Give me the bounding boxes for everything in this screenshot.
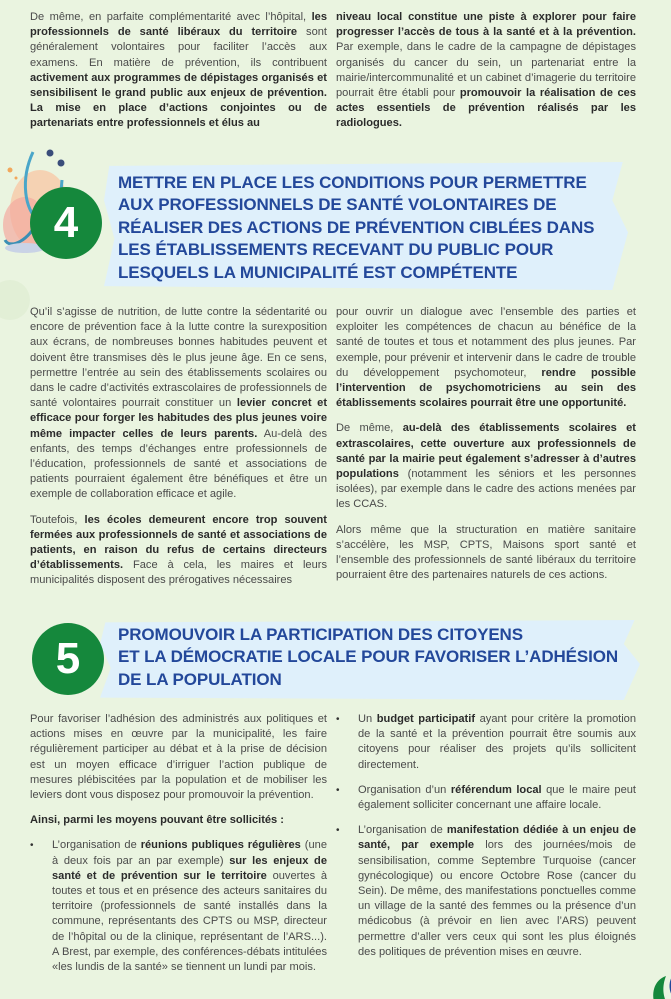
- title-line: DE LA POPULATION: [118, 669, 282, 689]
- list-lead-text: Ainsi, parmi les moyens pouvant être sollicités :: [30, 814, 285, 827]
- list-item: [336, 823, 636, 960]
- title-line: AUX PROFESSIONNELS DE SANTÉ VOLONTAIRES DE: [118, 195, 557, 215]
- emphasized-text: manifestation dédiée à un enjeu de santé, par exemple: [358, 824, 636, 852]
- emphasized-text: budget participatif: [376, 713, 476, 725]
- organization-logo-icon: [648, 972, 671, 999]
- list-item-text: [52, 839, 327, 973]
- intro-paragraph: Pour favoriser l’adhésion des administrés aux politiques et actions mises en œuvre par la municipalité, les faire régulièrement participer au débat et à la prise de décision est un moyen efficace d’irriguer l’action publique de mesures plébiscitées par la population et de mobiliser les leviers dont vous disposez pour promouvoir la prévention.: [30, 713, 327, 802]
- section-4-header: [0, 140, 671, 300]
- paragraph: [30, 513, 327, 589]
- list-lead: [30, 813, 327, 828]
- intro-column-right: [336, 10, 636, 142]
- section-4-column-left: [30, 305, 327, 599]
- paragraph: [30, 305, 327, 503]
- emphasized-text: rendre possible l’intervention de psychomotriciens au sein des établissements scolaires pourrait être une opportunité.: [336, 366, 636, 410]
- emphasized-text: promouvoir la réalisation de ces actes essentiels de prévention réalisés par les radiologues.: [336, 87, 636, 130]
- paragraph: [336, 421, 636, 512]
- emphasized-text: référendum local: [450, 783, 542, 796]
- title-line: LESQUELS LA MUNICIPALITÉ EST COMPÉTENTE: [118, 262, 518, 282]
- text-run: (une à deux fois par an par exemple): [52, 839, 327, 867]
- intro-column-left: [30, 10, 327, 142]
- section-5-column-left: [30, 712, 327, 985]
- text-run: Au-delà des enfants, des temps d’échanges entre professionnels de l’éducation, professionnels de santé et associations de patients pourraient également être bénéfiques et être un exemple de collaboration efficace et agile.: [30, 427, 327, 501]
- text-run: (notamment les séniors et les personnes isolées), par exemple dans le cadre des actions menées par les CCAS.: [336, 468, 636, 511]
- list-item-text: [358, 784, 636, 811]
- bullet-list: [30, 838, 327, 975]
- text-run: L’organisation de: [52, 839, 141, 852]
- text-run: pour ouvrir un dialogue avec l’ensemble des parties et exploiter les compétences de chacun au bénéfice de la santé de toutes et tous et notamment des plus jeunes. Par exemple, pour prévenir et intervenir dans le cadre de trouble du développement psychomoteur,: [336, 306, 636, 379]
- emphasized-text: sur les enjeux de santé et de prévention sur le territoire: [52, 854, 327, 882]
- text-run: ouvertes à toutes et tous et en présence des acteurs sanitaires du territoire (professionnels de santé installés dans la commune, représentants des CPTS ou MSP, directeur de l’hôpital ou de la clinique, représentant de l’ARS...). A Brest, par exemple, des conférences-débats intitulées «les lundis de la santé» se tiennent un lundi par mois.: [52, 869, 327, 974]
- paragraph: [336, 10, 636, 132]
- text-run: que le maire peut également solliciter concernant une affaire locale.: [358, 783, 636, 812]
- section-number-badge: 4: [30, 187, 102, 259]
- title-line: PROMOUVOIR LA PARTICIPATION DES CITOYENS: [118, 625, 523, 644]
- section-5-header: [0, 610, 671, 705]
- emphasized-text: activement aux programmes de dépistages organisés et sensibilisent le grand public aux enjeux de prévention. La mise en place d’actions conjointes ou de partenariats entre professionnels et élus au: [30, 71, 327, 130]
- bullet-icon: •: [336, 714, 340, 725]
- list-item-text: [358, 713, 636, 771]
- bullet-icon: •: [30, 840, 34, 852]
- section-4-title: [118, 172, 638, 284]
- text-run: De même, en parfaite complémentarité avec l’hôpital,: [30, 11, 312, 23]
- emphasized-text: les écoles demeurent encore trop souvent fermées aux professionnels de santé et associations de patients, en raison du refus de certains directeurs d’établissements.: [30, 513, 327, 572]
- text-run: sont généralement volontaires pour faciliter l’accès aux examens. En matière de prévention, ils contribuent: [30, 26, 327, 69]
- emphasized-text: réunions publiques régulières: [140, 839, 301, 852]
- text-run: Un: [358, 713, 377, 725]
- list-item: [30, 838, 327, 975]
- section-number-badge: 5: [32, 623, 104, 695]
- list-item: [336, 712, 636, 773]
- section-5-title: [118, 624, 638, 691]
- text-run: De même,: [336, 422, 403, 435]
- bullet-icon: •: [336, 784, 340, 796]
- text-run: Toutefois,: [30, 513, 85, 526]
- text-run: L’organisation de: [358, 824, 447, 837]
- text-run: Organisation d’un: [358, 783, 451, 796]
- paragraph: [336, 305, 636, 411]
- list-item: [336, 783, 636, 813]
- section-4-column-right: [336, 305, 636, 593]
- emphasized-text: levier concret et efficace pour forger les habitudes des plus jeunes voire même impacter celles de leurs parents.: [30, 397, 328, 440]
- text-run: Qu’il s’agisse de nutrition, de lutte contre la sédentarité ou encore de prévention face à la lutte contre la surexposition aux écrans, de nombreuses bonnes habitudes peuvent et doivent être transmises dès le plus jeune âge. En ce sens, permettre l’entrée au sein des établissements scolaires ou dans le cadre d’activités extrascolaires de professionnels de santé volontaires pourrait constituer un: [30, 306, 327, 410]
- paragraph: [336, 523, 636, 584]
- bullet-icon: •: [336, 825, 340, 837]
- emphasized-text: niveau local constitue une piste à explorer pour faire progresser l’accès de tous à la santé et à la prévention.: [336, 11, 636, 39]
- text-run: Face à cela, les maires et leurs municipalités disposent des prérogatives nécessaires: [30, 559, 327, 587]
- title-line: LES ÉTABLISSEMENTS RECEVANT DU PUBLIC POUR: [118, 240, 554, 260]
- emphasized-text: au-delà des établissements scolaires et extrascolaires, cette ouverture aux professionnels de santé par la mairie peut également s’adresser à d’autres populations: [336, 422, 637, 481]
- text-run: Alors même que la structuration en matière sanitaire s’accélère, les MSP, CPTS, Maisons sport santé et l’ensemble des professionnels de santé libéraux du territoire pourraient être des partenaires naturels de ces actions.: [336, 523, 636, 582]
- list-item-text: [358, 824, 636, 958]
- text-run: Par exemple, dans le cadre de la campagne de dépistages organisés du cancer du sein, un partenariat entre la mairie/intercommunalité et un cabinet d’imagerie du territoire pourrait être établi pour: [336, 41, 636, 100]
- bullet-list: [336, 712, 636, 960]
- text-run: ayant pour critère la promotion de la santé et la prévention pourrait être soumis aux citoyens pour réaliser des projets qu’ils sollicitent directement.: [358, 713, 637, 771]
- title-line: RÉALISER DES ACTIONS DE PRÉVENTION CIBLÉES DANS: [118, 217, 595, 237]
- section-5-column-right: [336, 712, 636, 970]
- emphasized-text: les professionnels de santé libéraux du territoire: [30, 11, 327, 39]
- paragraph: [30, 10, 327, 132]
- title-line: ET LA DÉMOCRATIE LOCALE POUR FAVORISER L’ADHÉSION: [118, 647, 619, 667]
- text-run: lors des journées/mois de sensibilisation, comme Septembre Turquoise (cancer gynécologique) ou encore Octobre Rose (cancer du Sein). De même, des manifestations ponctuelles comme un village de la santé des femmes ou la présence d’un médicobus (à prévoir en lien avec l’ARS) peuvent permettre d’aller vers ceux qui sont les plus éloignés des politiques de prévention mises en œuvre.: [358, 839, 636, 958]
- title-line: METTRE EN PLACE LES CONDITIONS POUR PERMETTRE: [118, 173, 587, 192]
